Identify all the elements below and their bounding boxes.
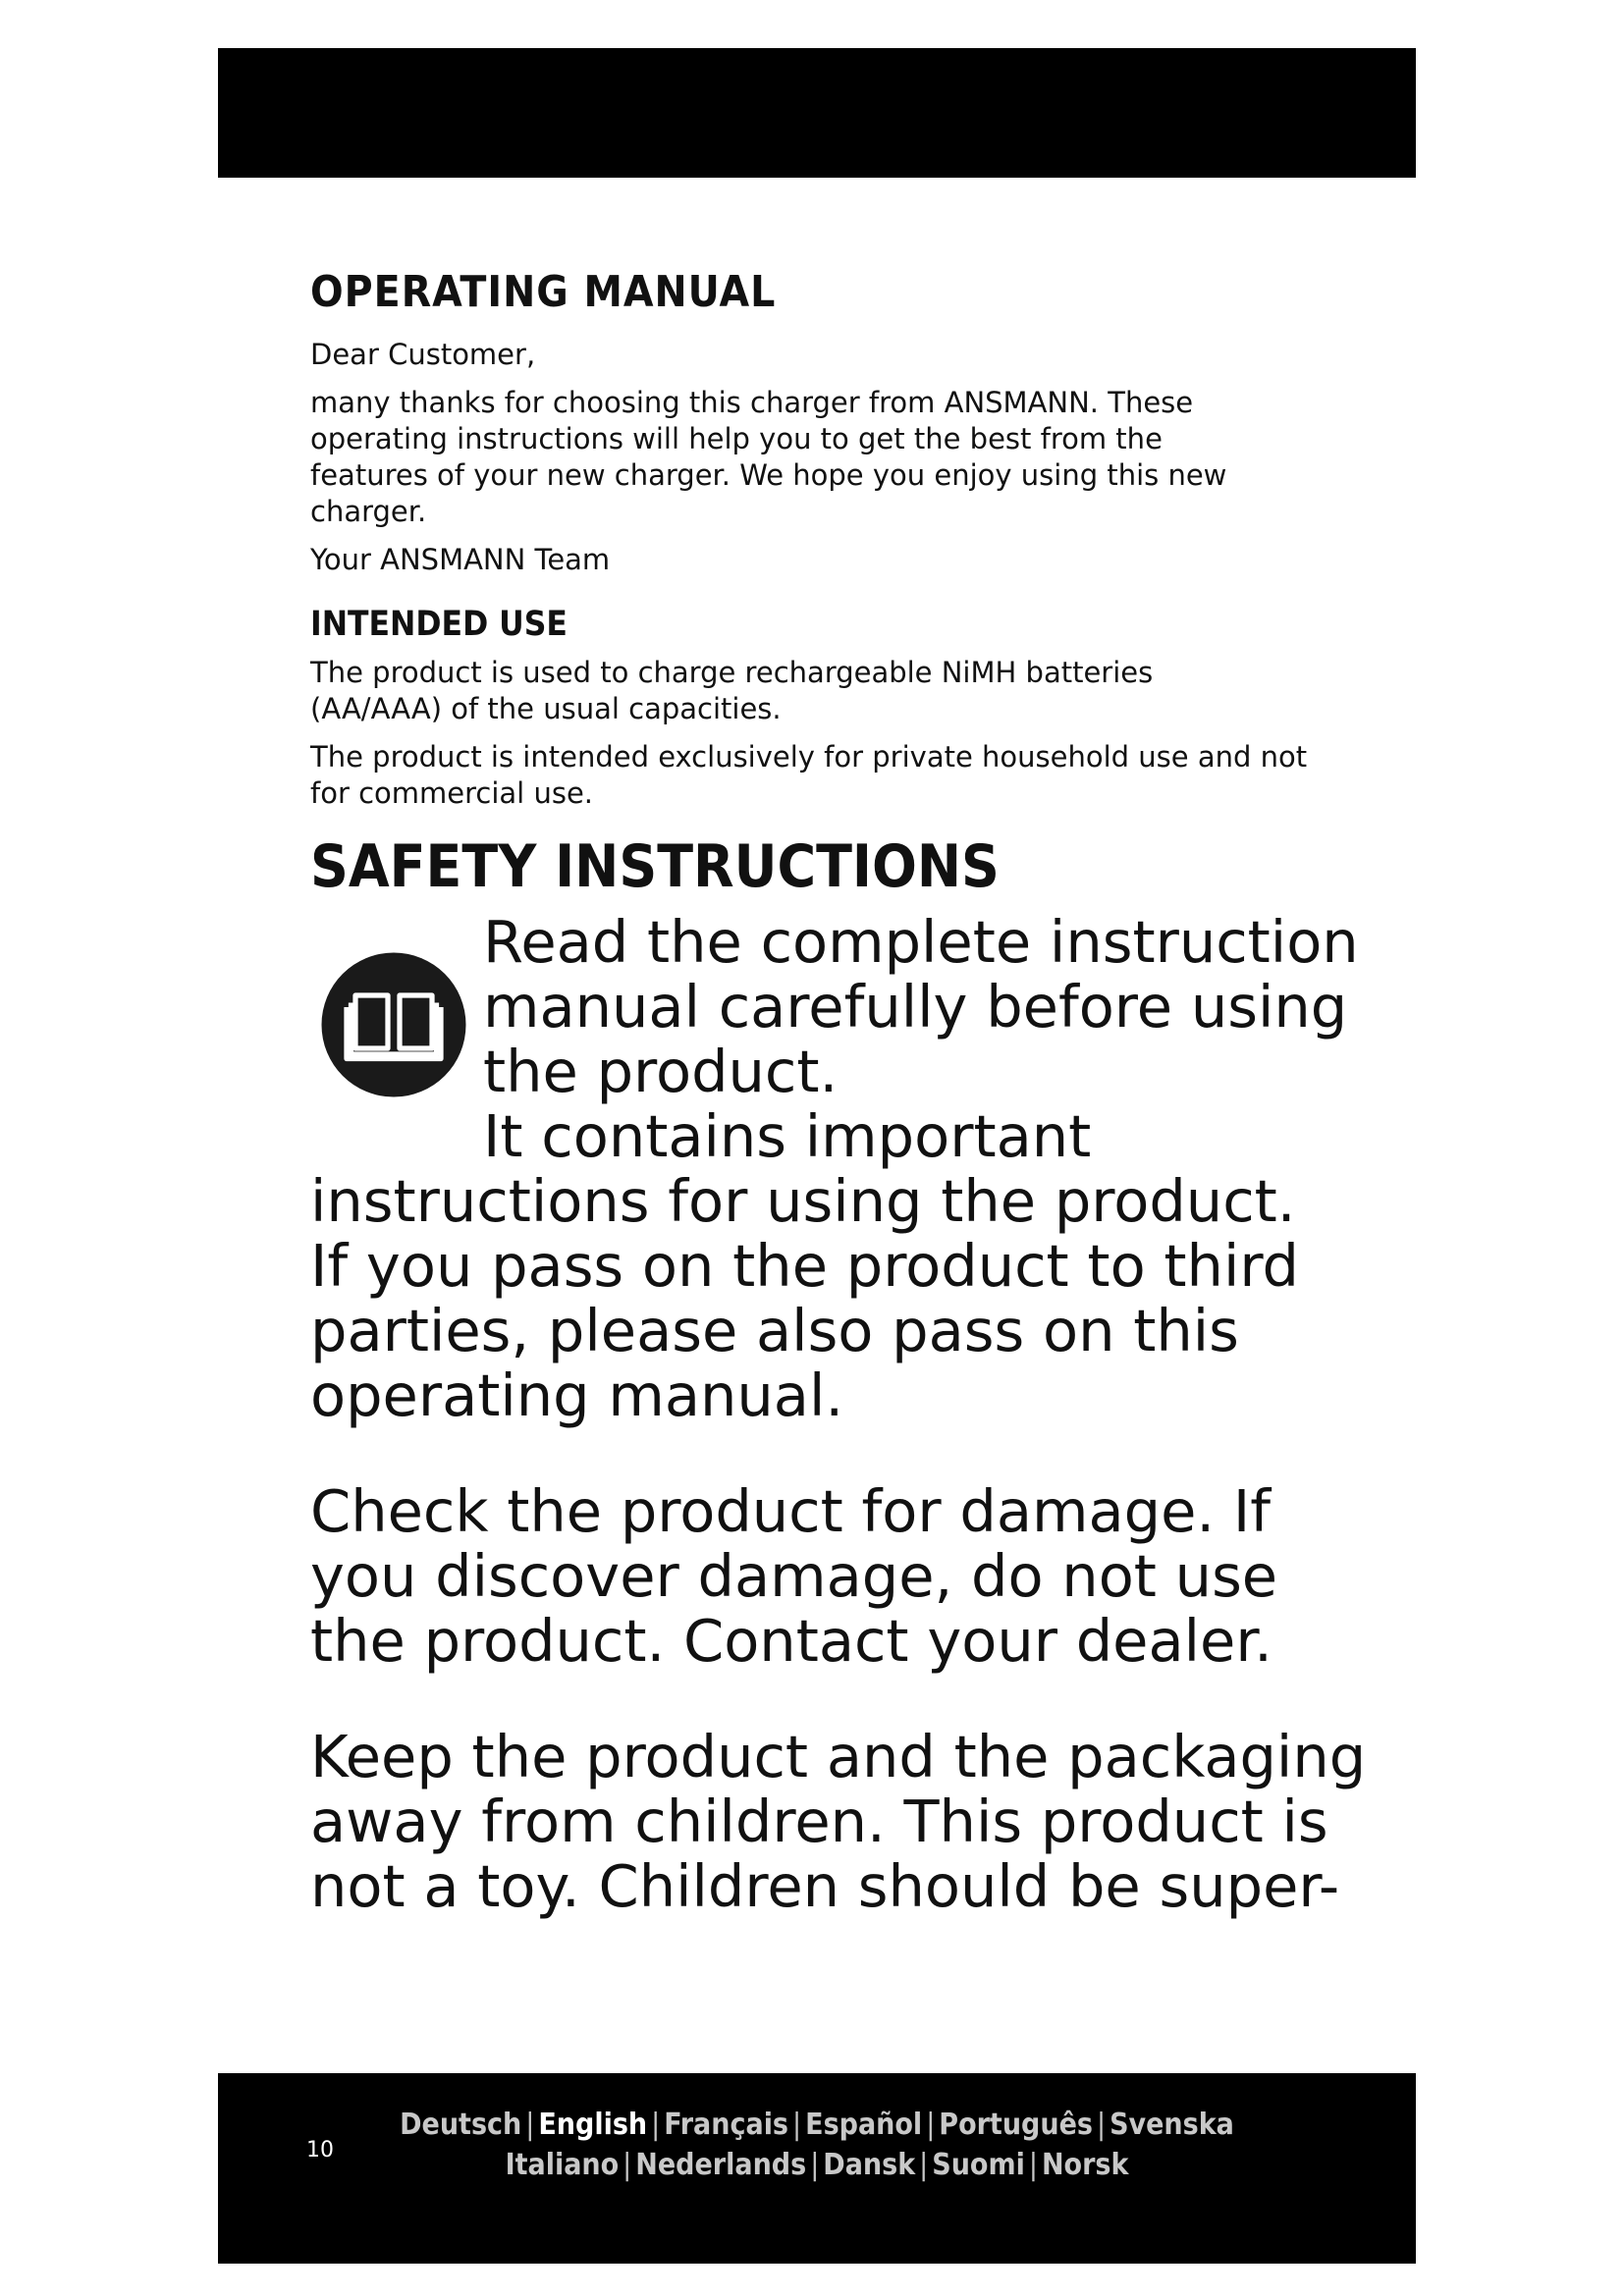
lang-link-dansk[interactable]: Dansk [823, 2148, 916, 2182]
separator: | [926, 2108, 936, 2142]
lang-link-francais[interactable]: Français [664, 2108, 789, 2142]
language-row-2 [336, 2145, 1298, 2185]
separator: | [651, 2108, 661, 2142]
lang-link-deutsch[interactable]: Deutsch [400, 2108, 522, 2142]
language-nav [336, 2105, 1298, 2185]
operating-manual-heading: OPERATING MANUAL [310, 267, 777, 317]
signoff: Your ANSMANN Team [310, 543, 611, 576]
lang-link-norsk[interactable]: Norsk [1041, 2148, 1129, 2182]
lang-link-espanol[interactable]: Español [805, 2108, 923, 2142]
intended-use-paragraph-2: The product is intended exclusively for private household use and not for commercial use. [310, 740, 1308, 810]
separator: | [1096, 2108, 1107, 2142]
book-icon [320, 951, 467, 1098]
separator: | [1028, 2148, 1038, 2182]
check-damage-text: Check the product for damage. If you discover damage, do not use the product. Contact your dealer. [310, 1477, 1278, 1675]
lang-link-svenska[interactable]: Svenska [1110, 2108, 1234, 2142]
lang-link-italiano[interactable]: Italiano [505, 2148, 620, 2182]
intended-use-paragraph-1: The product is used to charge rechargeable NiMH batteries (AA/AAA) of the usual capacities. [310, 656, 1154, 725]
header-bar [218, 48, 1416, 178]
footer-bar [218, 2073, 1416, 2264]
intro-paragraph: many thanks for choosing this charger from ANSMANN. These operating instructions will help you to get the best from the features of your new charger. We hope you enjoy using this new charger. [310, 386, 1227, 528]
read-manual-text: Read the complete instruction manual carefully before using the product. [483, 908, 1359, 1105]
lang-link-suomi[interactable]: Suomi [932, 2148, 1025, 2182]
separator: | [792, 2108, 802, 2142]
lang-link-english[interactable]: English [538, 2108, 648, 2142]
separator: | [810, 2148, 820, 2182]
separator: | [525, 2108, 535, 2142]
pass-on-text: If you pass on the product to third parties, please also pass on this operating manual. [310, 1232, 1300, 1429]
important-info-text: It contains important instructions for using the product. [310, 1102, 1296, 1235]
greeting: Dear Customer, [310, 338, 536, 371]
document-body [310, 265, 1371, 1919]
lang-link-nederlands[interactable]: Nederlands [635, 2148, 807, 2182]
separator: | [919, 2148, 929, 2182]
language-row-1 [336, 2105, 1298, 2145]
read-manual-block [310, 910, 1371, 1104]
keep-away-text: Keep the product and the packaging away from children. This product is not a toy. Children should be super- [310, 1723, 1367, 1920]
safety-instructions-heading: SAFETY INSTRUCTIONS [310, 832, 1000, 901]
intended-use-heading: INTENDED USE [310, 605, 568, 644]
separator: | [623, 2148, 632, 2182]
lang-link-portugues[interactable]: Português [939, 2108, 1093, 2142]
page-number: 10 [306, 2138, 334, 2163]
